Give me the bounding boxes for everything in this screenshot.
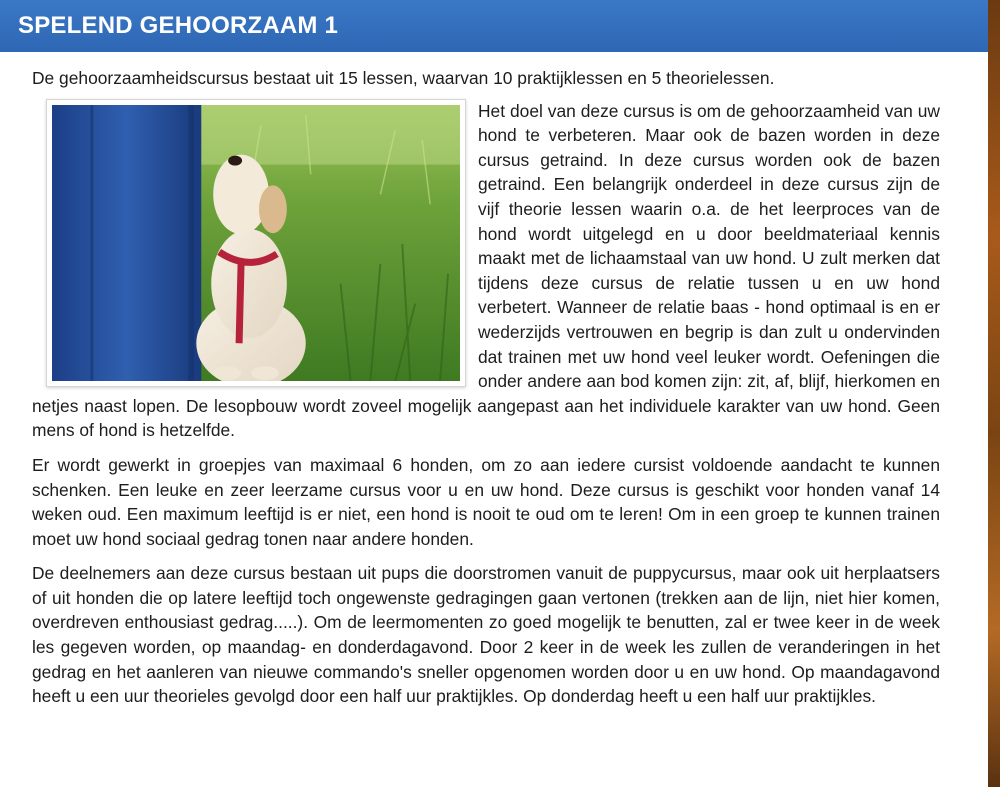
body-paragraph-1: Het doel van deze cursus is om de gehoorzaamheid van uw hond te verbeteren. Maar ook de bazen worden in deze cursus getraind. In deze cursus worden ook de bazen getraind. Een belangrijk onderdeel in deze cursus zijn de vijf theorie lessen waarin o.a. de het leerproces van de hond wordt uitgelegd en u door beeldmateriaal kennis maakt met de lichaamstaal van uw hond. U zult merken dat tijdens deze cursus de relatie tussen u en uw hond verbetert. Wanneer de relatie baas - hond optimaal is en er wederzijds vertrouwen en begrip is dan zult u ondervinden dat trainen met uw hond veel leuker wordt. Oefeningen die onder andere aan bod komen zijn: zit, af, blijf, hierkomen en netjes naast lopen. De lesopbouw wordt zoveel mogelijk aangepast aan het individuele karakter van uw hond. Geen mens of hond is hetzelfde. [32,100,940,441]
body-paragraph-3: De deelnemers aan deze cursus bestaan uit pups die doorstromen vanuit de puppycursus, maar ook uit herplaatsers of uit honden die op latere leeftijd toch ongewenste gedragingen gaan vertonen (trekken aan de lijn, niet hier komen, overdreven enthousiast gedrag.....). Om de leermomenten zo goed mogelijk te benutten, zal er twee keer in de week les gegeven worden, op maandag- en donderdagavond. Door 2 keer in de week les zullen de veranderingen in het gedrag en het aanleren van nieuwe commando's sneller opgenomen worden door u en uw hond. Op maandagavond heeft u een uur theorieles gevolgd door een half uur praktijkles. Op donderdag heeft u een half uur praktijkles. [32,563,940,707]
page-title: SPELEND GEHOORZAAM 1 [18,12,339,39]
article-body [0,52,988,709]
intro-paragraph: De gehoorzaamheidscursus bestaat uit 15 lessen, waarvan 10 praktijklessen en 5 theorielessen. [32,68,775,88]
title-bar [0,0,988,52]
puppy-photo [46,99,466,387]
background-edge [988,0,1000,787]
puppy-photo-image [52,105,460,381]
body-paragraph-2: Er wordt gewerkt in groepjes van maximaal 6 honden, om zo aan iedere cursist voldoende aandacht te kunnen schenken. Een leuke en zeer leerzame cursus voor u en uw hond. Deze cursus is geschikt voor honden vanaf 14 weken oud. Een maximum leeftijd is er niet, een hond is nooit te oud om te leren! Om in een groep te kunnen trainen moet uw hond sociaal gedrag tonen naar andere honden. [32,454,940,549]
